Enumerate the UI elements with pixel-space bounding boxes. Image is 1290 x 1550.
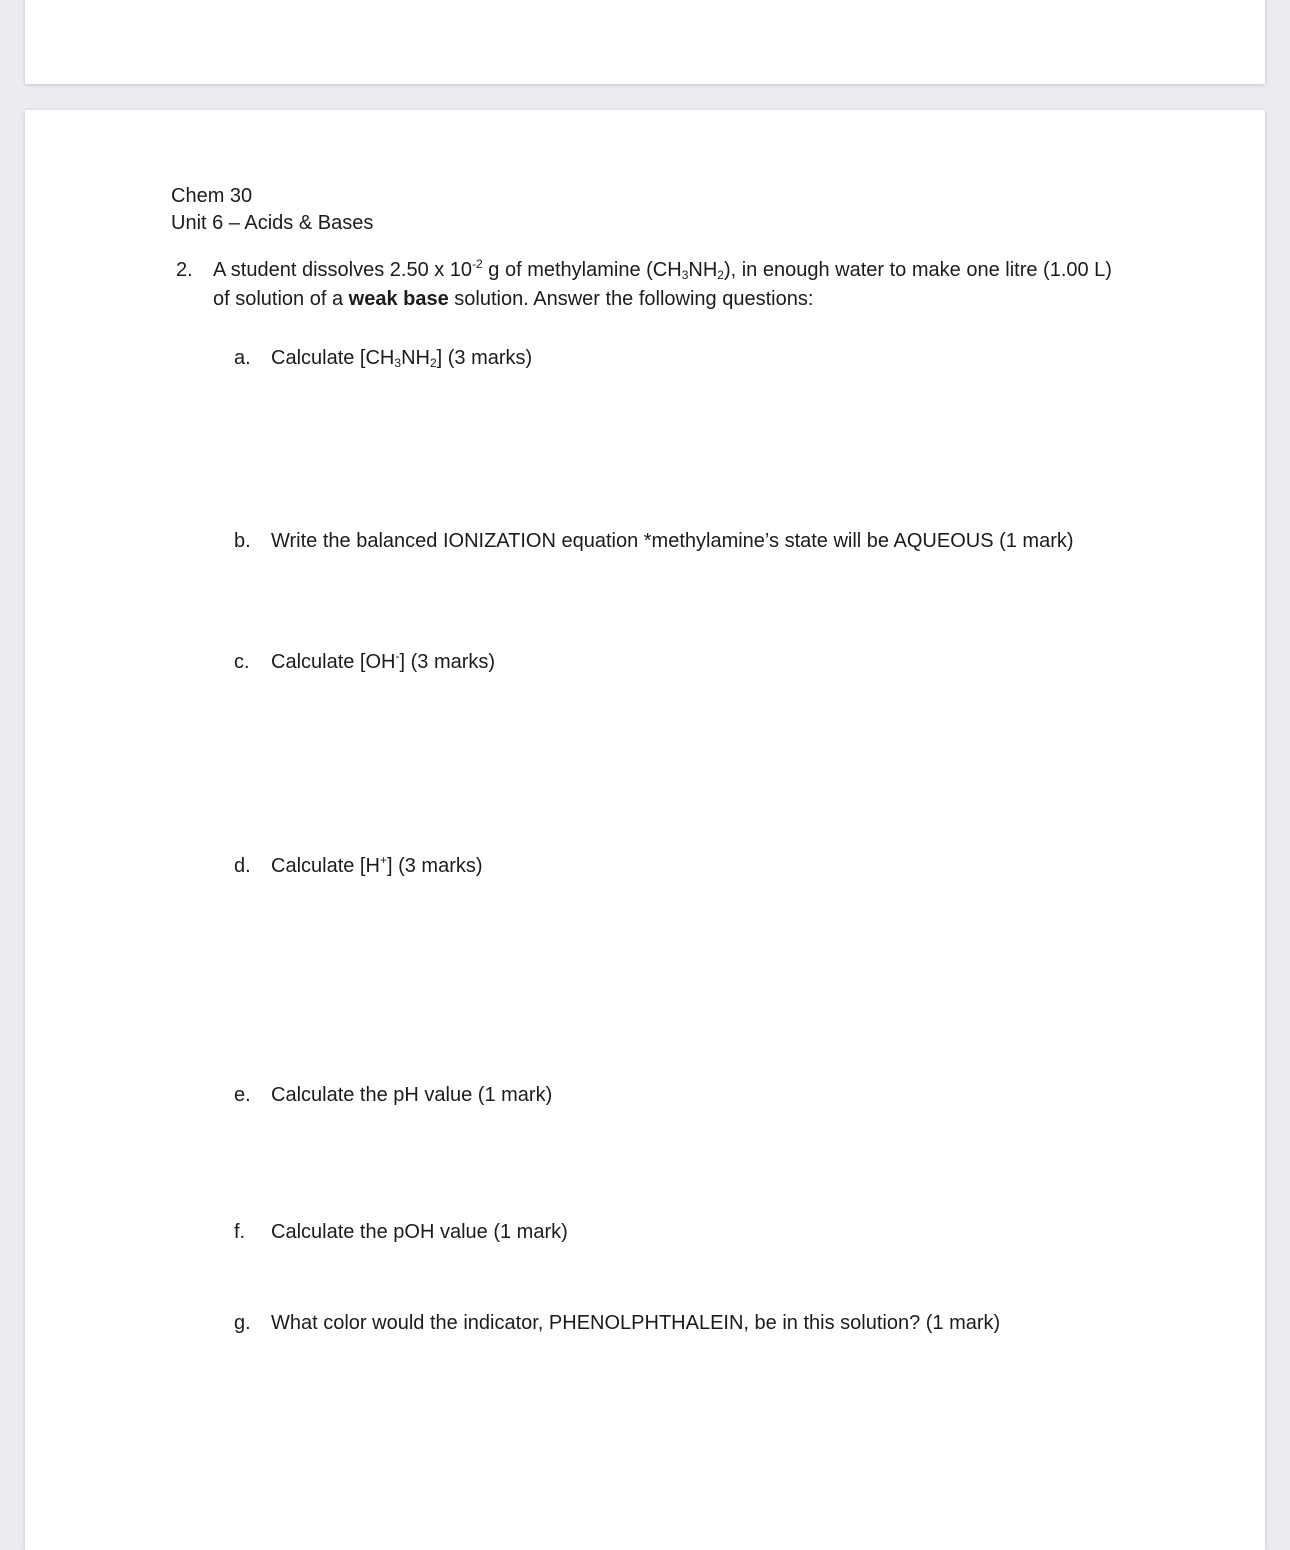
- subquestion-f-letter: f.: [234, 1221, 246, 1243]
- document-page: [25, 110, 1265, 1550]
- subquestion-e-letter: e.: [234, 1084, 251, 1106]
- subquestion-g-text: What color would the indicator, PHENOLPHTHALEIN, be in this solution? (1 mark): [271, 1312, 1001, 1334]
- subquestion-e-text: Calculate the pH value (1 mark): [271, 1084, 553, 1106]
- subquestion-a-text: Calculate $[CH_3NH_2]$ (3 marks): [271, 347, 533, 370]
- subquestion-b-letter: b.: [234, 530, 251, 552]
- subquestion-f-text: Calculate the pOH value (1 mark): [271, 1221, 568, 1243]
- previous-page: [25, 0, 1265, 84]
- subquestion-g-letter: g.: [234, 1312, 251, 1334]
- course-title: Chem 30: [171, 185, 253, 207]
- subquestion-d-letter: d.: [234, 855, 251, 877]
- subquestion-c-text: Calculate [OH-] (3 marks): [271, 649, 496, 673]
- question-text: A student dissolves 2.50 x $10^{-2}$ g of methylamine $(CH_3NH_2)$, in enough water to make one litre (1.00 L) of solution of a weak base solution. Answer the following questions:: [213, 257, 1112, 310]
- subquestion-c-letter: c.: [234, 651, 250, 673]
- subquestion-b-text: Write the balanced IONIZATION equation *methylamine’s state will be AQUEOUS (1 mark): [271, 530, 1074, 552]
- subquestion-a-letter: a.: [234, 347, 251, 369]
- question-number: 2.: [176, 259, 193, 281]
- unit-title: Unit 6 – Acids & Bases: [171, 212, 374, 234]
- weak-base-emphasis: weak base: [348, 288, 449, 310]
- subquestion-d-text: Calculate [H+] (3 marks): [271, 853, 483, 877]
